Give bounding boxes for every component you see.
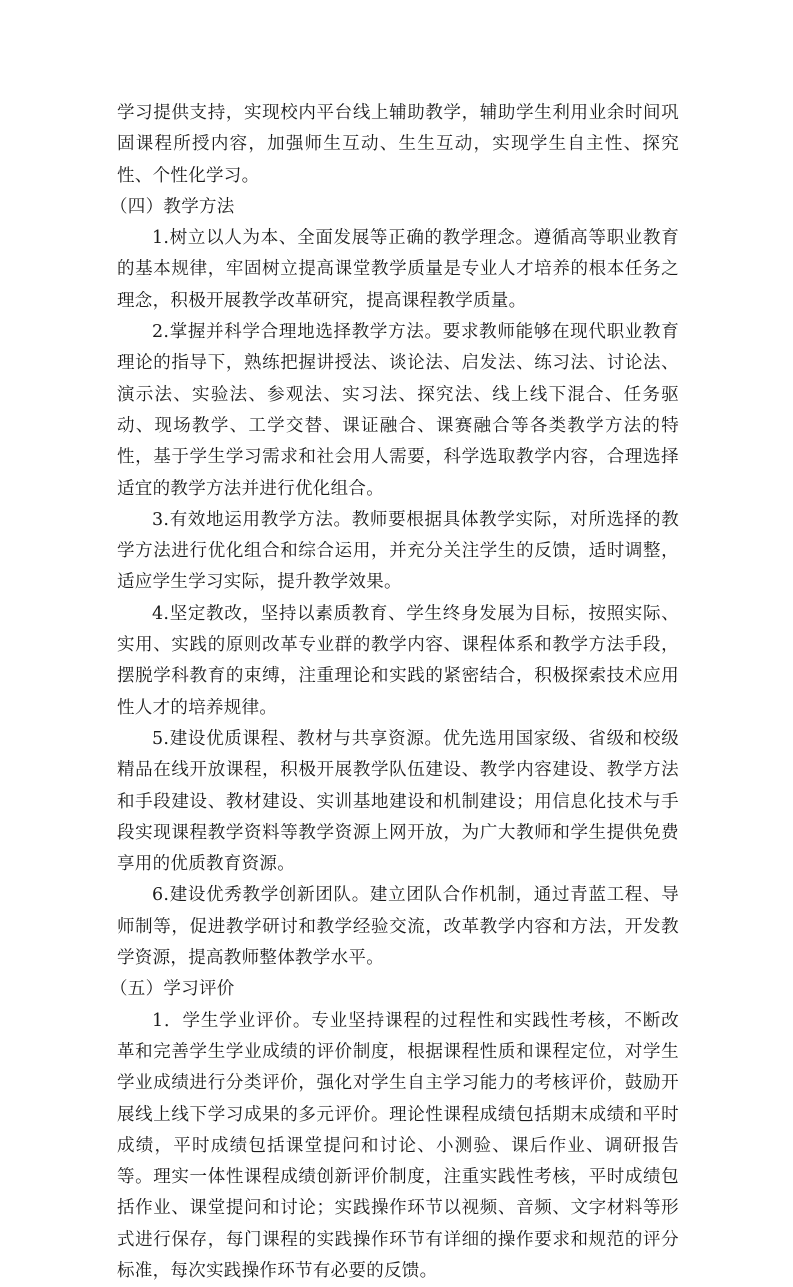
paragraph-item: 4.坚定教改，坚持以素质教育、学生终身发展为目标，按照实际、实用、实践的原则改革专业群的教学内容、课程体系和教学方法手段，摆脱学科教育的束缚，注重理论和实践的紧密结合，积极探索技术应用性人才的培养规律。 <box>117 603 679 718</box>
section-heading-teaching-methods: （四）教学方法 <box>110 196 235 217</box>
paragraph-item: 1.树立以人为本、全面发展等正确的教学理念。遵循高等职业教育的基本规律，牢固树立提高课堂教学质量是专业人才培养的根本任务之理念，积极开展教学改革研究，提高课程教学质量。 <box>117 228 679 311</box>
paragraph-item: 2.掌握并科学合理地选择教学方法。要求教师能够在现代职业教育理论的指导下，熟练把握讲授法、谈论法、启发法、练习法、讨论法、演示法、实验法、参观法、实习法、探究法、线上线下混合、任务驱动、现场教学、工学交替、课证融合、课赛融合等各类教学方法的特性，基于学生学习需求和社会用人需要，科学选取教学内容，合理选择适宜的教学方法并进行优化组合。 <box>117 322 679 499</box>
paragraph-item: 6.建设优秀教学创新团队。建立团队合作机制，通过青蓝工程、导师制等，促进教学研讨和教学经验交流，改革教学内容和方法，开发教学资源，提高教师整体教学水平。 <box>117 885 679 969</box>
document-body <box>110 98 679 1287</box>
paragraph-continuation: 学习提供支持，实现校内平台线上辅助教学，辅助学生利用业余时间巩固课程所授内容，加强师生互动、生生互动，实现学生自主性、探究性、个性化学习。 <box>117 103 679 186</box>
paragraph-item: 3.有效地运用教学方法。教师要根据具体教学实际，对所选择的教学方法进行优化组合和综合运用，并充分关注学生的反馈，适时调整，适应学生学习实际，提升教学效果。 <box>117 509 679 593</box>
paragraph-item: 5.建设优质课程、教材与共享资源。优先选用国家级、省级和校级精品在线开放课程，积极开展教学队伍建设、教学内容建设、教学方法和手段建设、教材建设、实训基地建设和机制建设；用信息化技术与手段实现课程教学资料等教学资源上网开放，为广大教师和学生提供免费享用的优质教育资源。 <box>117 728 679 875</box>
paragraph-item: 1．学生学业评价。专业坚持课程的过程性和实践性考核，不断改革和完善学生学业成绩的评价制度，根据课程性质和课程定位，对学生学业成绩进行分类评价，强化对学生自主学习能力的考核评价，鼓励开展线上线下学习成果的多元评价。理论性课程成绩包括期末成绩和平时成绩，平时成绩包括课堂提问和讨论、小测验、课后作业、调研报告等。理实一体性课程成绩创新评价制度，注重实践性考核，平时成绩包括作业、课堂提问和讨论；实践操作环节以视频、音频、文字材料等形式进行保存，每门课程的实践操作环节有详细的操作要求和规范的评分标准，每次实践操作环节有必要的反馈。 <box>117 1010 679 1281</box>
section-heading-learning-evaluation: （五）学习评价 <box>110 979 235 1000</box>
